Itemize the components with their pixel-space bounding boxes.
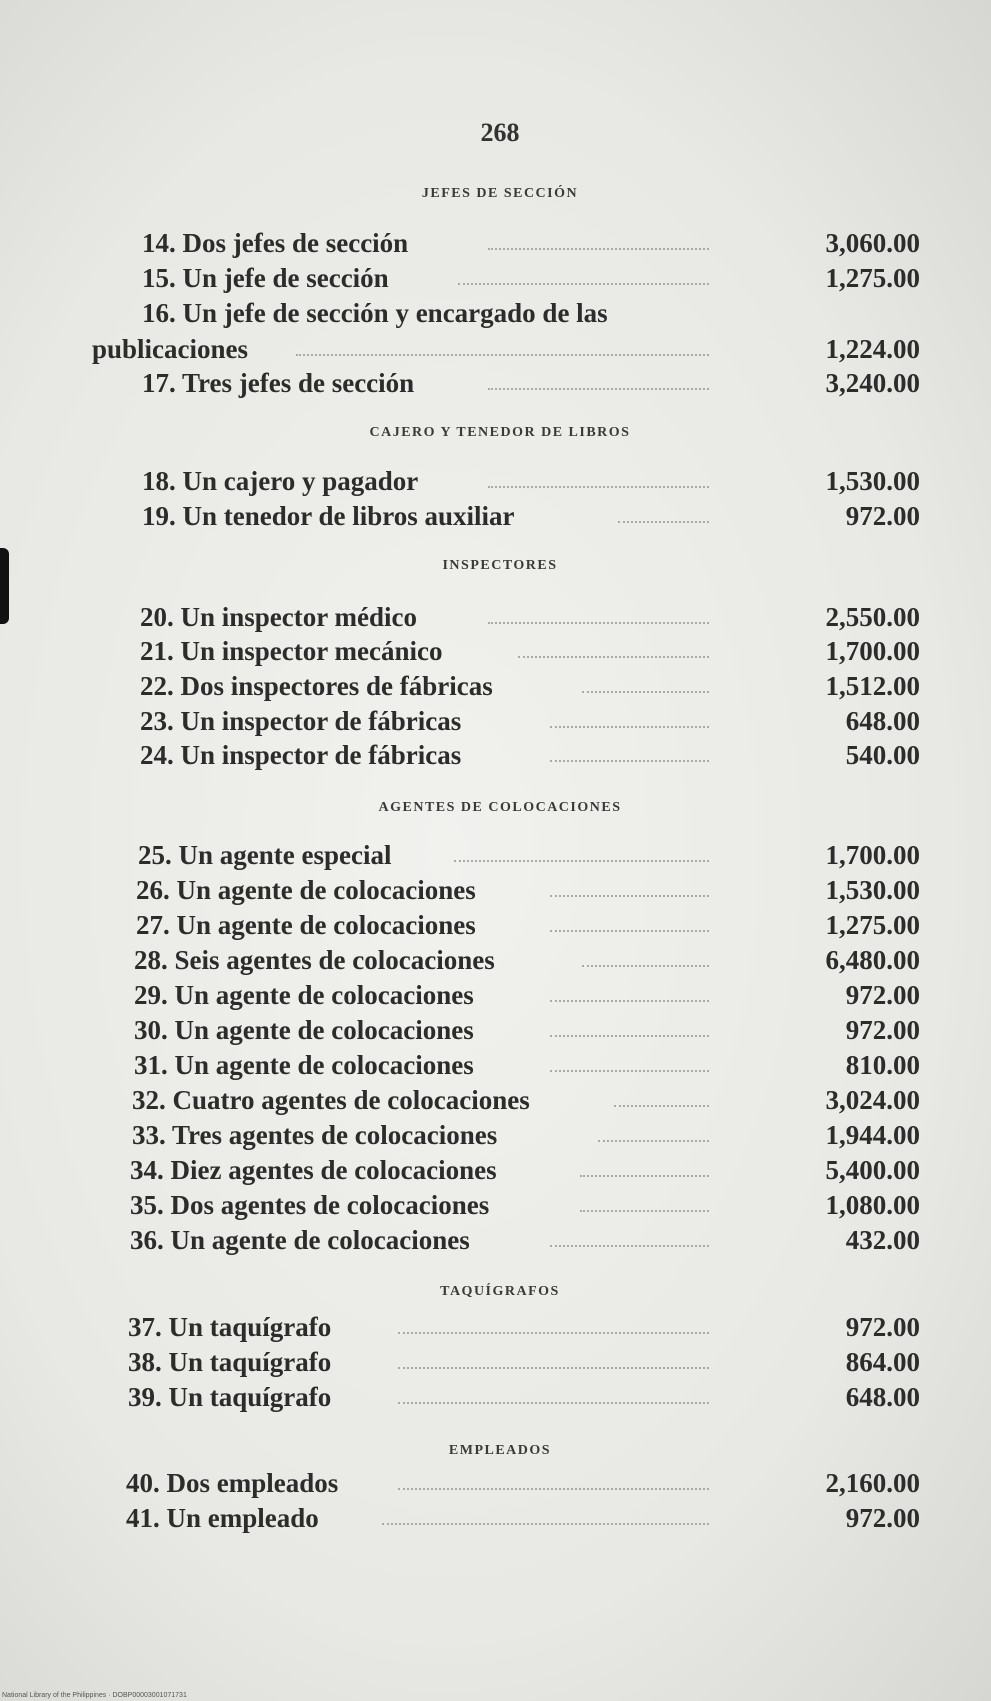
leader-dots (518, 656, 709, 658)
list-item (0, 600, 991, 634)
item-label: 19. Un tenedor de libros auxiliar (142, 501, 515, 531)
item-label: 32. Cuatro agentes de colocaciones (132, 1085, 530, 1115)
item-label: 35. Dos agentes de colocaciones (130, 1190, 490, 1220)
list-item (0, 978, 991, 1012)
list-item (0, 226, 991, 260)
list-item (0, 1083, 991, 1117)
item-label: 18. Un cajero y pagador (142, 466, 419, 496)
item-label: 29. Un agente de colocaciones (134, 980, 474, 1010)
item-amount: 432.00 (845, 1225, 920, 1255)
list-item (0, 838, 991, 872)
item-label: 40. Dos empleados (126, 1468, 339, 1498)
list-item (0, 1380, 991, 1414)
item-amount: 3,240.00 (825, 368, 920, 398)
list-item (0, 908, 991, 942)
item-amount: 972.00 (845, 1015, 920, 1045)
scan-footer-note: National Library of the Philippines · DOBP00003001071731 (2, 1692, 187, 1699)
item-amount: 3,024.00 (825, 1085, 920, 1115)
item-amount: 972.00 (845, 1503, 920, 1533)
item-amount: 1,944.00 (825, 1120, 920, 1150)
item-label: 17. Tres jefes de sección (142, 368, 415, 398)
list-item (0, 873, 991, 907)
item-label: publicaciones (92, 334, 249, 364)
item-amount: 1,700.00 (825, 840, 920, 870)
item-label: 39. Un taquígrafo (128, 1382, 332, 1412)
item-amount: 1,275.00 (825, 910, 920, 940)
leader-dots (398, 1488, 709, 1490)
item-label: 21. Un inspector mecánico (140, 636, 443, 666)
list-item (0, 1118, 991, 1152)
leader-dots (550, 1000, 709, 1002)
leader-dots (598, 1140, 709, 1142)
list-item (0, 332, 991, 366)
item-label: 14. Dos jefes de sección (142, 228, 409, 258)
item-amount: 1,530.00 (825, 875, 920, 905)
item-label: 16. Un jefe de sección y encargado de las (142, 298, 608, 328)
list-item (0, 1153, 991, 1187)
leader-dots (398, 1332, 709, 1334)
section-title-inspectores: INSPECTORES (442, 558, 558, 573)
item-label: 23. Un inspector de fábricas (140, 706, 462, 736)
leader-dots (580, 1175, 709, 1177)
item-amount: 972.00 (845, 1312, 920, 1342)
leader-dots (488, 248, 709, 250)
leader-dots (488, 388, 709, 390)
item-amount: 540.00 (845, 740, 920, 770)
item-amount: 1,080.00 (825, 1190, 920, 1220)
page-number: 268 (480, 118, 520, 147)
leader-dots (550, 895, 709, 897)
item-amount: 1,275.00 (825, 263, 920, 293)
list-item (0, 366, 991, 400)
leader-dots (618, 521, 709, 523)
leader-dots (550, 1070, 709, 1072)
item-amount: 1,512.00 (825, 671, 920, 701)
item-amount: 1,530.00 (825, 466, 920, 496)
item-amount: 648.00 (845, 706, 920, 736)
item-label: 31. Un agente de colocaciones (134, 1050, 474, 1080)
item-label: 37. Un taquígrafo (128, 1312, 332, 1342)
list-item (0, 634, 991, 668)
item-label: 33. Tres agentes de colocaciones (132, 1120, 498, 1150)
item-label: 36. Un agente de colocaciones (130, 1225, 470, 1255)
item-label: 22. Dos inspectores de fábricas (140, 671, 493, 701)
list-item (0, 1188, 991, 1222)
section-title-empleados: EMPLEADOS (448, 1443, 552, 1458)
leader-dots (582, 965, 709, 967)
list-item (0, 669, 991, 703)
list-item (0, 296, 991, 330)
list-item (0, 261, 991, 295)
list-item (0, 499, 991, 533)
item-label: 15. Un jefe de sección (142, 263, 389, 293)
list-item (0, 704, 991, 738)
item-amount: 3,060.00 (825, 228, 920, 258)
item-label: 20. Un inspector médico (140, 602, 417, 632)
item-label: 41. Un empleado (126, 1503, 319, 1533)
list-item (0, 943, 991, 977)
item-amount: 2,550.00 (825, 602, 920, 632)
item-label: 25. Un agente especial (138, 840, 392, 870)
item-amount: 864.00 (845, 1347, 920, 1377)
list-item (0, 1345, 991, 1379)
item-label: 34. Diez agentes de colocaciones (130, 1155, 497, 1185)
item-label: 38. Un taquígrafo (128, 1347, 332, 1377)
leader-dots (488, 486, 709, 488)
leader-dots (582, 691, 709, 693)
list-item (0, 1013, 991, 1047)
item-amount: 1,224.00 (825, 334, 920, 364)
leader-dots (454, 860, 709, 862)
item-label: 28. Seis agentes de colocaciones (134, 945, 495, 975)
section-title-taquigrafos: TAQUÍGRAFOS (440, 1284, 560, 1299)
item-amount: 2,160.00 (825, 1468, 920, 1498)
item-amount: 810.00 (845, 1050, 920, 1080)
leader-dots (614, 1105, 709, 1107)
list-item (0, 1310, 991, 1344)
list-item (0, 1223, 991, 1257)
item-label: 27. Un agente de colocaciones (136, 910, 476, 940)
item-amount: 972.00 (845, 501, 920, 531)
item-label: 30. Un agente de colocaciones (134, 1015, 474, 1045)
item-label: 24. Un inspector de fábricas (140, 740, 462, 770)
section-title-agentes-colocaciones: AGENTES DE COLOCACIONES (378, 800, 622, 815)
list-item (0, 1501, 991, 1535)
leader-dots (398, 1402, 709, 1404)
leader-dots (550, 760, 709, 762)
item-amount: 5,400.00 (825, 1155, 920, 1185)
leader-dots (398, 1367, 709, 1369)
leader-dots (550, 930, 709, 932)
leader-dots (550, 1245, 709, 1247)
leader-dots (550, 1035, 709, 1037)
leader-dots (296, 354, 709, 356)
section-title-jefes-de-seccion: JEFES DE SECCIÓN (421, 186, 579, 201)
item-amount: 648.00 (845, 1382, 920, 1412)
list-item (0, 464, 991, 498)
item-amount: 972.00 (845, 980, 920, 1010)
leader-dots (488, 622, 709, 624)
list-item (0, 1048, 991, 1082)
leader-dots (382, 1523, 709, 1525)
item-amount: 6,480.00 (825, 945, 920, 975)
list-item (0, 738, 991, 772)
leader-dots (580, 1210, 709, 1212)
item-label: 26. Un agente de colocaciones (136, 875, 476, 905)
leader-dots (550, 726, 709, 728)
list-item (0, 1466, 991, 1500)
section-title-cajero-tenedor: CAJERO Y TENEDOR DE LIBROS (369, 425, 631, 440)
leader-dots (458, 283, 709, 285)
item-amount: 1,700.00 (825, 636, 920, 666)
